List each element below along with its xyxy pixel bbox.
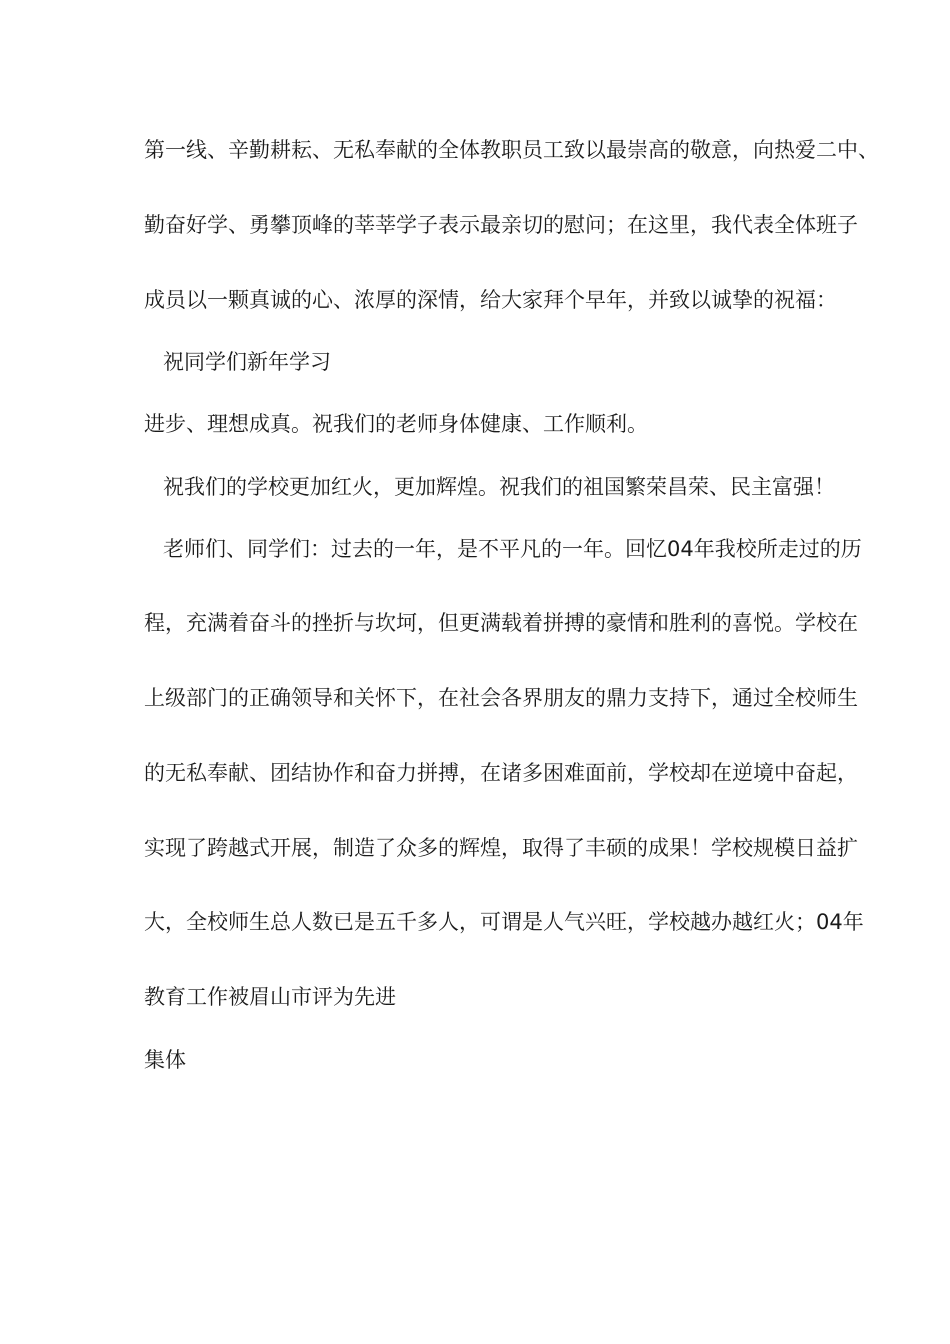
paragraph-line-1: 第一线、辛勤耕耘、无私奉献的全体教职员工致以最崇高的敬意，向热爱二中、: [144, 138, 879, 162]
paragraph-line-7: 老师们、同学们：过去的一年，是不平凡的一年。回忆04年我校所走过的历: [163, 537, 862, 561]
paragraph-line-6: 祝我们的学校更加红火，更加辉煌。祝我们的祖国繁荣昌荣、民主富强！: [163, 475, 835, 499]
paragraph-line-10: 的无私奉献、团结协作和奋力拼搏，在诸多困难面前，学校却在逆境中奋起，: [144, 761, 858, 785]
paragraph-line-4: 祝同学们新年学习: [163, 350, 331, 374]
paragraph-line-3: 成员以一颗真诚的心、浓厚的深情，给大家拜个早年，并致以诚挚的祝福：: [144, 288, 837, 312]
paragraph-line-5: 进步、理想成真。祝我们的老师身体健康、工作顺利。: [144, 412, 648, 436]
paragraph-line-8: 程，充满着奋斗的挫折与坎坷，但更满载着拼搏的豪情和胜利的喜悦。学校在: [144, 611, 858, 635]
paragraph-line-14: 集体: [144, 1048, 186, 1072]
paragraph-line-9: 上级部门的正确领导和关怀下，在社会各界朋友的鼎力支持下，通过全校师生: [144, 686, 858, 710]
paragraph-line-13: 教育工作被眉山市评为先进: [144, 985, 396, 1009]
paragraph-line-2: 勤奋好学、勇攀顶峰的莘莘学子表示最亲切的慰问；在这里，我代表全体班子: [144, 213, 858, 237]
paragraph-line-11: 实现了跨越式开展，制造了众多的辉煌，取得了丰硕的成果！学校规模日益扩: [144, 836, 858, 860]
paragraph-line-12: 大，全校师生总人数已是五千多人，可谓是人气兴旺，学校越办越红火；04年: [144, 910, 864, 934]
